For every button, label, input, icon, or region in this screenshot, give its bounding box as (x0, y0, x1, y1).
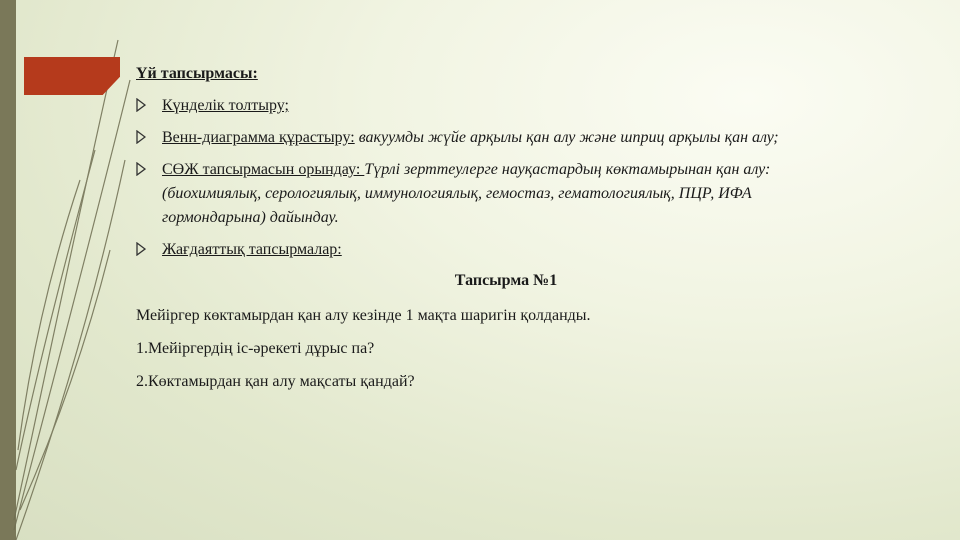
bullet-label: СӨЖ тапсырмасын орындау: (162, 161, 365, 178)
bullet-text: Түрлі зерттеулерге науқастардың көктамырынан қан алу: (биохимиялық, серологиялық, иммунологиялық, гемостаз, гематологиялық, ПЦР, ИФА гормондарына) дайындау. (162, 161, 771, 226)
task-question-1: 1.Мейіргердің іс-әрекеті дұрыс па? (136, 340, 375, 357)
list-item (136, 126, 836, 150)
bullet-label: Күнделік толтыру; (162, 97, 289, 114)
task-line: Мейіргер көктамырдан қан алу кезінде 1 мақта шаригін қолданды. (136, 307, 591, 324)
page-title: Үй тапсырмасы: (136, 65, 258, 82)
bullet-label: Венн-диаграмма құрастыру: (162, 129, 355, 146)
list-item (136, 238, 836, 262)
task-title: Тапсырма №1 (454, 272, 558, 289)
bullet-text: вакуумды жүйе арқылы қан алу және шприц арқылы қан алу; (354, 129, 779, 146)
slide-content (136, 64, 836, 405)
arrow-bullet-icon (136, 98, 146, 112)
red-tab-accent (24, 57, 120, 95)
task-question-2: 2.Көктамырдан қан алу мақсаты қандай? (136, 373, 415, 390)
list-item (136, 94, 836, 118)
arrow-bullet-icon (136, 162, 146, 176)
arrow-bullet-icon (136, 242, 146, 256)
arrow-bullet-icon (136, 130, 146, 144)
list-item (136, 158, 836, 230)
bullet-label: Жағдаяттық тапсырмалар: (162, 241, 342, 258)
